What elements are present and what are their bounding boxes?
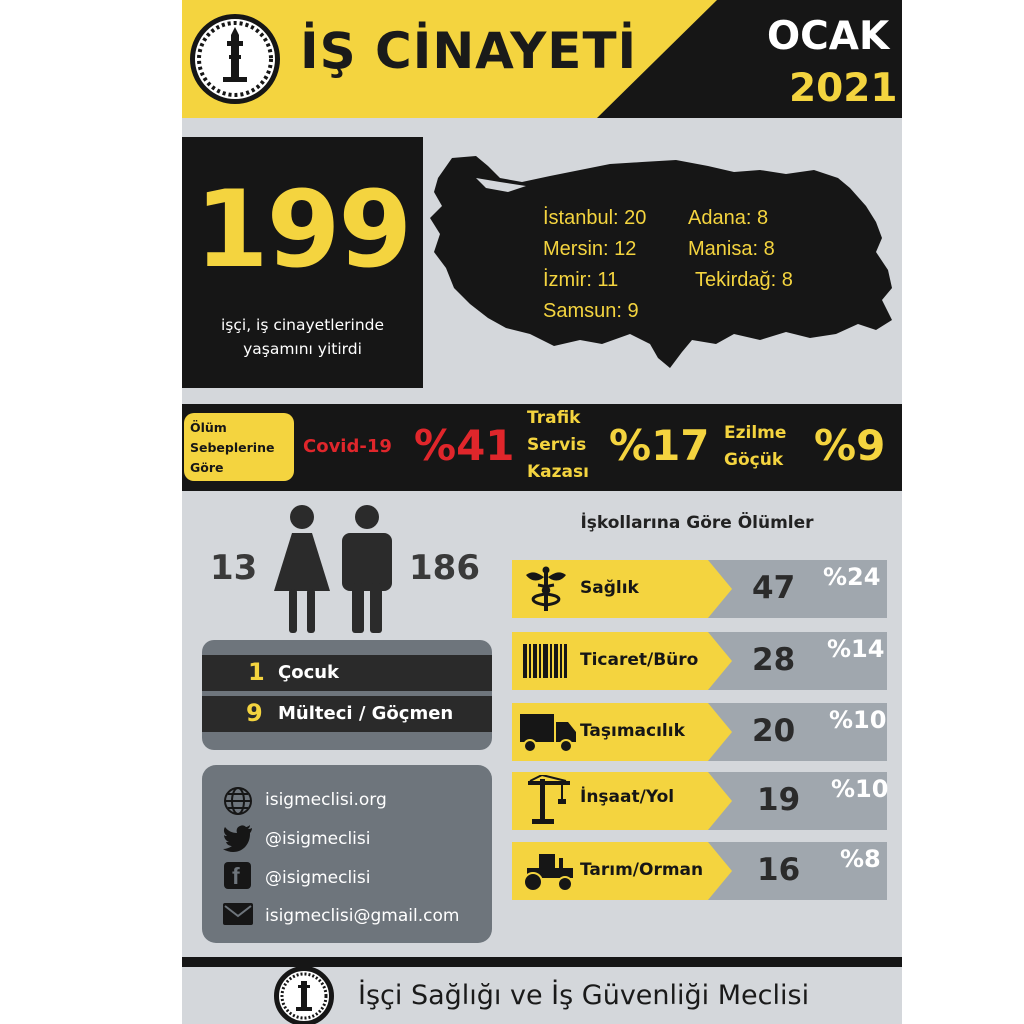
city-stat: İzmir: 11 <box>543 269 619 291</box>
caption-line: işçi, iş cinayetlerinde <box>220 316 385 334</box>
child-label: Çocuk <box>278 662 340 683</box>
refugee-label: Mülteci / Göçmen <box>278 703 454 724</box>
website-link[interactable]: isigmeclisi.org <box>265 790 387 810</box>
male-icon <box>342 505 392 633</box>
caption-line: yaşamını yitirdi <box>243 340 362 358</box>
industry-count: 19 <box>757 782 801 818</box>
industries-title: İşkollarına Göre Ölümler <box>580 513 814 533</box>
cause-traffic-pct: %17 <box>609 421 710 470</box>
cause-label-line: Kazası <box>527 462 589 482</box>
footer-divider <box>182 957 902 967</box>
cause-covid-pct: %41 <box>414 421 515 470</box>
month-label: OCAK <box>767 14 890 59</box>
total-deaths-count: 199 <box>194 168 411 291</box>
child-count: 1 <box>248 658 265 686</box>
industry-count: 20 <box>752 713 796 749</box>
twitter-icon <box>222 824 254 852</box>
cause-label-line: Ezilme <box>724 423 787 443</box>
industry-count: 47 <box>752 570 796 606</box>
industry-pct: %10 <box>829 706 887 734</box>
facebook-handle[interactable]: @isigmeclisi <box>265 868 371 888</box>
cause-crush-pct: %9 <box>814 421 886 470</box>
industry-pct: %10 <box>831 775 889 803</box>
industry-label: Ticaret/Büro <box>580 650 699 670</box>
organization-name: İşçi Sağlığı ve İş Güvenliği Meclisi <box>358 980 810 1011</box>
crane-icon <box>526 775 572 825</box>
facebook-icon: f <box>224 862 251 889</box>
caduceus-icon <box>522 565 570 613</box>
industry-label: Taşımacılık <box>580 721 685 741</box>
causes-label-line: Sebeplerine <box>190 440 275 455</box>
industry-pct: %14 <box>827 635 885 663</box>
year-label: 2021 <box>789 66 898 111</box>
city-stat: Mersin: 12 <box>543 238 637 260</box>
cause-label-line: Trafik <box>527 408 581 428</box>
city-stat: Tekirdağ: 8 <box>695 269 793 291</box>
industry-label: İnşaat/Yol <box>580 787 675 807</box>
city-stat: Adana: 8 <box>688 207 769 229</box>
stat-row-refugee <box>202 696 492 732</box>
twitter-handle[interactable]: @isigmeclisi <box>265 829 371 849</box>
industry-pct: %24 <box>823 563 881 591</box>
globe-icon <box>222 785 254 817</box>
email-address[interactable]: isigmeclisi@gmail.com <box>265 906 460 926</box>
organization-seal-icon <box>190 14 280 104</box>
causes-label-line: Ölüm <box>190 420 227 435</box>
refugee-count: 9 <box>246 699 263 727</box>
truck-icon <box>520 710 576 754</box>
cause-crush-label <box>724 420 786 474</box>
cause-label-line: Servis <box>527 435 587 455</box>
industry-count: 16 <box>757 852 801 888</box>
city-stat: İstanbul: 20 <box>543 207 647 229</box>
page-title: İŞ CİNAYETİ <box>300 22 638 80</box>
causes-label-line: Göre <box>190 460 224 475</box>
infographic-poster <box>182 0 902 1024</box>
causes-label <box>190 418 274 478</box>
female-icon <box>274 505 330 633</box>
city-stat: Samsun: 9 <box>543 300 639 322</box>
barcode-icon <box>523 644 567 678</box>
total-deaths-caption <box>182 313 423 361</box>
email-icon <box>222 902 254 926</box>
cause-traffic-label <box>527 405 589 486</box>
cause-label-line: Göçük <box>724 450 784 470</box>
female-count: 13 <box>210 548 258 588</box>
tractor-icon <box>519 850 577 892</box>
cause-covid-label: Covid-19 <box>303 436 392 457</box>
industry-label: Tarım/Orman <box>580 860 704 880</box>
industry-count: 28 <box>752 642 796 678</box>
male-count: 186 <box>409 548 480 588</box>
industry-label: Sağlık <box>580 578 639 598</box>
city-stat: Manisa: 8 <box>688 238 775 260</box>
stat-row-child <box>202 655 492 691</box>
female-male-icon <box>272 503 397 635</box>
industry-pct: %8 <box>840 845 881 873</box>
footer-seal-icon <box>274 966 334 1024</box>
turkey-map-icon <box>430 148 896 370</box>
